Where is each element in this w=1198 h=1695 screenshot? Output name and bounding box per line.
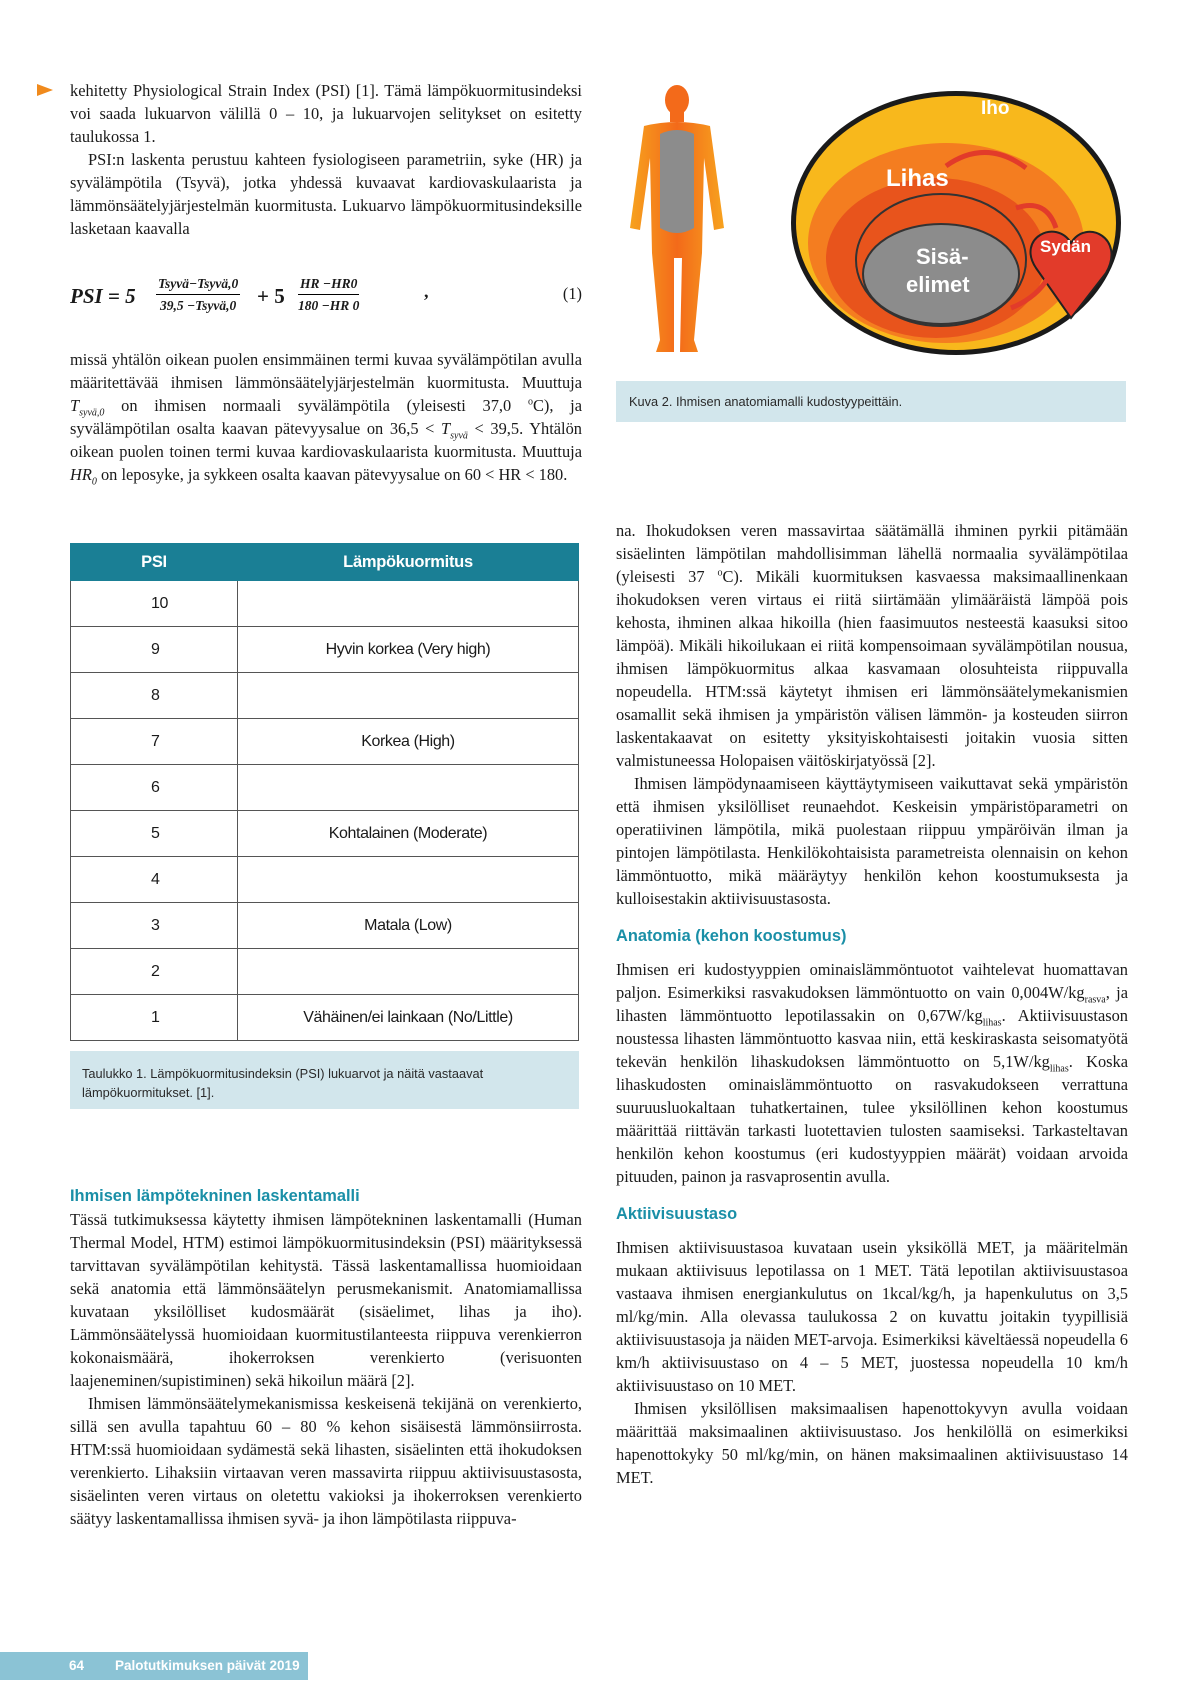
thermal-model-paragraph-2: Ihmisen lämmönsäätelymekanismissa keskeisenä tekijänä on verenkierto, sillä sen avulla tapahtuu 60 – 80 % kehon sisäisestä lämmönsiirrosta. HTM:ssä huomioidaan sydämestä sekä lihasten, sisäelinten että ihokudoksen verenkierto. Lihaksiin virtaavan veren massavirta riippuu aktiivisuustasosta, sisäelinten veren virtaus on oletettu vakioksi ja ihokerroksen verenkierto säätyy laskentamallissa ihmisen syvä- ja ihon lämpötilasta riippuva- — [70, 1394, 582, 1528]
table-row — [71, 627, 579, 673]
table-cell: 4 — [71, 857, 238, 903]
table-row — [71, 811, 579, 857]
formula-plus: + 5 — [257, 284, 285, 308]
psi-formula — [70, 276, 582, 326]
table-cell: Korkea (High) — [238, 719, 579, 765]
table-cell: 10 — [71, 581, 238, 627]
section-heading-thermal-model: Ihmisen lämpötekninen laskentamalli — [70, 1187, 360, 1205]
right-paragraph-2: Ihmisen lämpödynaamiseen käyttäytymiseen vaikuttavat sekä ympäristön että ihmisen yksilölliset reunaehdot. Keskeisin ympäristöparametri on operatiivinen lämpötila, mikä puolestaan riippuu ympäröivän ilman ja pintojen lämpötilasta. Henkilökohtaisista parametreista olennaisin on kehon lämmöntuotto, mikä määräytyy henkilön kehon koostumuksesta ja kulloisestakin aktiivisuustasosta. — [616, 774, 1128, 908]
tissue-layers-diagram — [791, 91, 1121, 355]
anatomy-illustration — [616, 78, 1128, 378]
after-formula-block — [70, 348, 582, 486]
figure-caption: Kuva 2. Ihmisen anatomiamalli kudostyypeittäin. — [616, 381, 1126, 422]
equation-number: (1) — [562, 284, 582, 303]
table-cell: Vähäinen/ei lainkaan (No/Little) — [238, 995, 579, 1041]
table-cell — [238, 765, 579, 811]
label-lihas: Lihas — [886, 165, 949, 192]
label-sisaelimet-2: elimet — [906, 272, 970, 297]
formula-comma: , — [424, 281, 429, 301]
table-cell: 3 — [71, 903, 238, 949]
label-sisaelimet-1: Sisä- — [916, 244, 969, 269]
activity-paragraph-1: Ihmisen aktiivisuustasoa kuvataan usein yksiköllä MET, ja määritelmän mukaan aktiivisuus lepotilassa on 1 MET. Tätä lepotilan aktiivisuustasoa vastaava ihmisen energiankulutus on 1kcal/kg/h, ja hapenkulutus on 3,5 ml/kg/min. Alla olevassa taulukossa 2 on kuvattu joitakin tyypillisiä aktiivisuustasoja ja näiden MET-arvoja. Esimerkiksi käveltäessä nopeudella 6 km/h aktiivisuustaso on 4 – 5 MET, juostessa nopeudella 10 km/h aktiivisuustaso on 10 MET. — [616, 1238, 1128, 1395]
table-row — [71, 765, 579, 811]
psi-paragraph: PSI:n laskenta perustuu kahteen fysiologiseen parametriin, syke (HR) ja syvälämpötila (Tsyvä), jotka yhdessä kuvaavat kardiovaskulaarista ja lämmönsäätelyjärjestelmän kuormitusta. Lukuarvo lämpökuormitusindeksille lasketaan kaavalla — [70, 150, 582, 238]
fraction-2-denominator: 180 −HR 0 — [298, 298, 360, 313]
table-cell: 9 — [71, 627, 238, 673]
activity-paragraph-2: Ihmisen yksilöllisen maksimaalisen hapenottokyvyn avulla voidaan määrittää maksimaalinen aktiivisuustaso. Jos henkilöllä on esimerkiksi hapenottokyky 50 ml/kg/min, on hänen maksimaalinen aktiivisuustaso 14 MET. — [616, 1399, 1128, 1487]
table-cell — [238, 949, 579, 995]
table-row — [71, 857, 579, 903]
table-header-load: Lämpökuormitus — [238, 544, 579, 581]
right-paragraph-1: na. Ihokudoksen veren massavirtaa säätämällä ihminen pyrkii pitämään sisäelinten lämpötilan mahdollisimman lähellä normaalia syvälämpötilaa (yleisesti 37 $^o$C). Mikäli kuormituksen kasvaessa maksimaallinenkaan ihokudoksen veren virtaus ei riitä siirtämään ylimääräistä lämpöä pois kehosta, ihminen alkaa hikoilla (hien faasimuutos nesteestä kaasuksi sitoo lämpöä). Mikäli hikoilukaan ei riitä kompensoimaan syvälämpötilan nousua, ihmisen lämpökuormitus alkaa kasvamaan olosuhteista riippuvalla nopeudella. HTM:ssä käytetyt ihmisen eri lämmönsäätelymekanismien osamallit sekä ihmisen ja ympäristön välisen lämmön- ja kosteuden siirron laskentakaavat on esitetty yksityiskohtaisesti joitakin vuosia sitten valmistuneessa Holopaisen väitöskirjatyössä [2]. — [616, 521, 1128, 770]
label-sydan: Sydän — [1040, 237, 1092, 256]
table-cell — [238, 673, 579, 719]
anatomy-figure — [616, 78, 1128, 378]
psi-table — [70, 543, 579, 1041]
table-row — [71, 581, 579, 627]
table-row — [71, 673, 579, 719]
intro-paragraph: kehitetty Physiological Strain Index (PSI) [1]. Tämä lämpökuormitusindeksi voi saada lukuarvon välillä 0 – 10, ja lukuarvojen selitykset on esitetty taulukossa 1. — [70, 81, 582, 146]
thermal-model-paragraph-1: Tässä tutkimuksessa käytetty ihmisen lämpötekninen laskentamalli (Human Thermal Model, HTM) estimoi lämpökuormitusindeksin (PSI) määrityksessä tarvittavan syvälämpötilan kehitystä. Tässä laskentamallissa huomioidaan sekä anatomia että lämmönsäätelyn perusmekanismit. Anatomiamallissa kuvataan yksilölliset kudosmäärät (sisäelimet, lihas ja iho). Lämmönsäätelyssä huomioidaan kuormitustilanteesta riippuva verenkierron kokonaismäärä, ihokerroksen verenkierto (verisuonten laajeneminen/supistiminen) sekä hikoilun määrä [2]. — [70, 1210, 582, 1390]
fraction-1-denominator: 39,5 −Tsyvä,0 — [159, 298, 237, 313]
table-cell: 2 — [71, 949, 238, 995]
fraction-1-numerator: Tsyvä−Tsyvä,0 — [156, 276, 240, 295]
right-column-text — [616, 519, 1128, 1489]
continuation-arrow-icon — [37, 84, 53, 96]
table-cell — [238, 857, 579, 903]
formula-fraction-1 — [156, 276, 240, 314]
table-header-psi: PSI — [71, 544, 238, 581]
table-row — [71, 903, 579, 949]
fraction-2-numerator: HR −HR0 — [298, 276, 359, 295]
section-thermal-model-text — [70, 1208, 582, 1530]
page-number: 64 — [69, 1658, 85, 1673]
table-cell: Matala (Low) — [238, 903, 579, 949]
label-iho: Iho — [981, 98, 1010, 119]
section-heading-activity: Aktiivisuustaso — [616, 1205, 738, 1223]
human-silhouette-icon — [630, 85, 724, 352]
publication-title: Palotutkimuksen päivät 2019 — [115, 1658, 300, 1673]
page-footer — [0, 1652, 308, 1680]
table-cell: 5 — [71, 811, 238, 857]
after-formula-paragraph: missä yhtälön oikean puolen ensimmäinen termi kuvaa syvälämpötilan avulla määritettävää ihmisen lämmönsäätelyjärjestelmän kuormitusta. Muuttuja $T_{syvä,0}$ on ihmisen normaali syvälämpötila (yleisesti 37,0 $^o$C), ja syvälämpötilan osalta kaavan pätevyysalue on $36,5 < T_{syvä} < 39,5$. Yhtälön oikean puolen toinen termi kuvaa kardiovaskulaarista kuormitusta. Muuttuja $HR_0$ on leposyke, ja sykkeen osalta kaavan pätevyysalue on 60 < HR < 180. — [70, 350, 583, 488]
table-header-row — [71, 544, 579, 581]
table-cell: 1 — [71, 995, 238, 1041]
table-row — [71, 949, 579, 995]
table-row — [71, 995, 579, 1041]
anatomy-paragraph: Ihmisen eri kudostyyppien ominaislämmöntuotot vaihtelevat huomattavan paljon. Esimerkiksi rasvakudoksen lämmöntuotto on vain $0,004W/kg_{rasva}$, ja lihasten lämmöntuotto lepotilassakin on $0,67W/kg_{lihas}$. Aktiivisuustason noustessa lihasten lämmöntuotto kasvaa niin, että keskiraskasta seisomatyötä tekevän henkilön lihaskudoksen lämmöntuotto on $5,1W/kg_{lihas}$. Koska lihaskudosten ominaislämmöntuotto on rasvakudokseen verrattuna suuruusluokaltaan tuhatkertainen, tulee yksilöllinen kehon koostumus määrittää riittävän tarkasti luotettavien tulosten saamiseksi. Tarkasteltavan henkilön kehon koostumus (eri kudostyyppien määrät) voidaan arvoida pituuden, painon ja rasvaprosentin avulla. — [616, 960, 1129, 1186]
table-cell: 8 — [71, 673, 238, 719]
table-cell: Kohtalainen (Moderate) — [238, 811, 579, 857]
formula-lhs: PSI = 5 — [70, 284, 136, 308]
table-cell: 7 — [71, 719, 238, 765]
table-cell: 6 — [71, 765, 238, 811]
section-heading-anatomy: Anatomia (kehon koostumus) — [616, 927, 847, 945]
intro-text-block — [70, 79, 582, 240]
table-row — [71, 719, 579, 765]
table-caption: Taulukko 1. Lämpökuormitusindeksin (PSI) lukuarvot ja näitä vastaavat lämpökuormitukset. [1]. — [70, 1051, 579, 1109]
table-cell: Hyvin korkea (Very high) — [238, 627, 579, 673]
formula-fraction-2 — [298, 276, 359, 314]
table-cell — [238, 581, 579, 627]
